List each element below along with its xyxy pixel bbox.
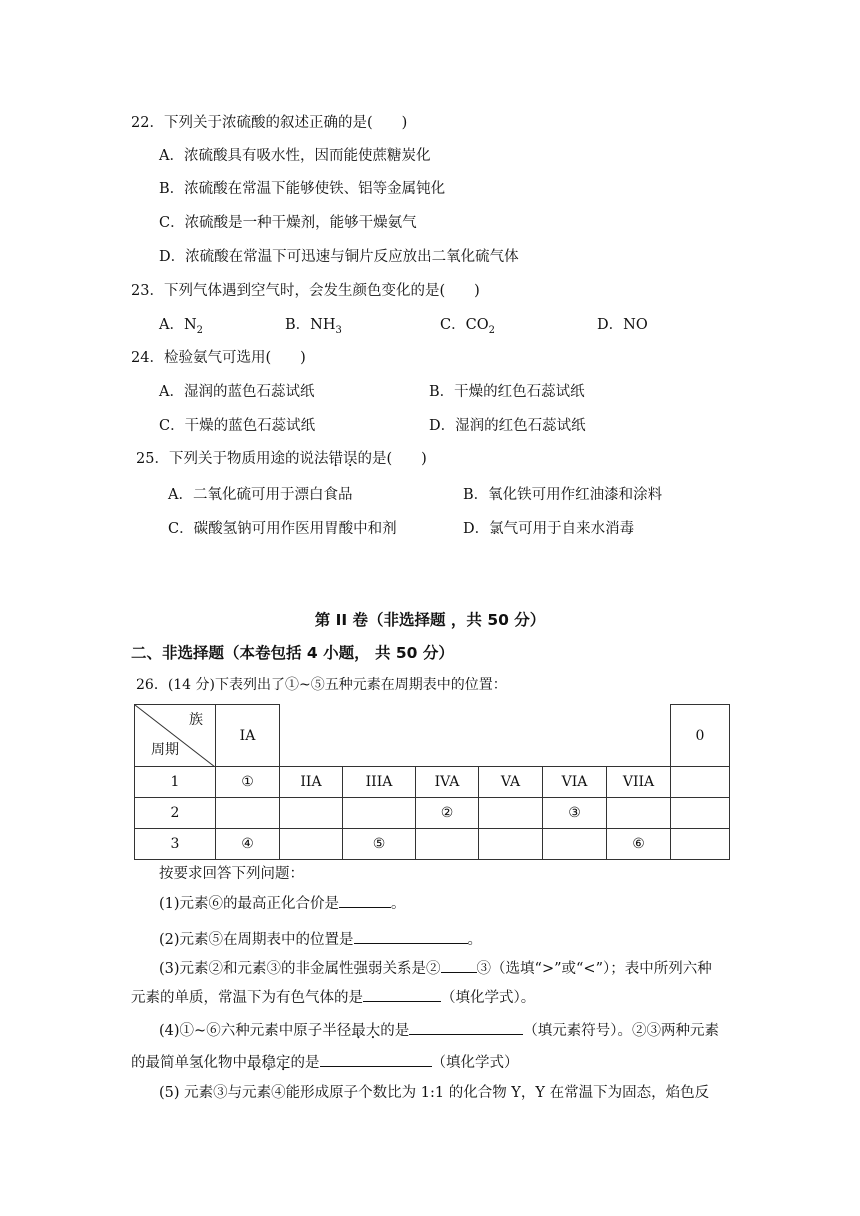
answer-blank xyxy=(363,987,441,1002)
element-cell xyxy=(543,829,607,860)
q23-option-b: B．$NH_3$ xyxy=(285,317,342,336)
element-cell: ⑥ xyxy=(607,829,671,860)
q26-part-3-line-1: (3)元素②和元素③的非金属性强弱关系是② ③（选填“>”或“<”）；表中所列六种 xyxy=(159,958,712,979)
q23-option-a: A．$N_2$ xyxy=(159,317,204,336)
period-cell: 1 xyxy=(135,767,216,798)
periodic-table xyxy=(134,704,730,860)
answer-blank xyxy=(320,1052,432,1067)
element-cell xyxy=(343,798,416,829)
section-2-title: 二、非选择题（本卷包括 4 小题， 共 50 分） xyxy=(131,644,454,662)
answer-blank xyxy=(409,1020,523,1035)
q22-option-a: A．浓硫酸具有吸水性，因而能使蔗糖炭化 xyxy=(159,148,431,164)
group-0-header: 0 xyxy=(671,705,730,767)
q24-option-b: B．干燥的红色石蕊试纸 xyxy=(429,384,585,400)
element-cell xyxy=(671,829,730,860)
element-cell xyxy=(607,798,671,829)
q23-option-c: C．$CO_2$ xyxy=(440,317,495,336)
group-header: VIIA xyxy=(607,767,671,798)
q24-option-d: D．湿润的红色石蕊试纸 xyxy=(429,418,586,434)
q25-option-a: A．二氧化硫可用于漂白食品 xyxy=(168,487,353,503)
q26-part-4-line-2: 的最简单氢化物中最稳定的是 （填化学式） xyxy=(131,1052,519,1073)
element-cell: ① xyxy=(216,767,280,798)
element-cell: ⑤ xyxy=(343,829,416,860)
period-cell: 3 xyxy=(135,829,216,860)
corner-period-label: 周期 xyxy=(151,742,179,758)
element-cell xyxy=(671,798,730,829)
group-header: VIA xyxy=(543,767,607,798)
q26-instructions: 按要求回答下列问题： xyxy=(159,866,304,882)
table-corner-cell xyxy=(135,705,216,767)
q24-option-c: C．干燥的蓝色石蕊试纸 xyxy=(159,418,316,434)
q22-stem: 22．下列关于浓硫酸的叙述正确的是( ) xyxy=(131,115,408,131)
q25-stem: 25．下列关于物质用途的说法错误的是( ) xyxy=(136,451,427,467)
group-header: IIA xyxy=(280,767,343,798)
q22-option-c: C．浓硫酸是一种干燥剂，能够干燥氨气 xyxy=(159,215,417,231)
q26-part-5: (5) 元素③与元素④能形成原子个数比为 1:1 的化合物 Y，Y 在常温下为固态，焰色反 xyxy=(159,1085,710,1101)
element-cell: ④ xyxy=(216,829,280,860)
element-cell xyxy=(216,798,280,829)
group-header: IVA xyxy=(416,767,479,798)
q22-option-d: D．浓硫酸在常温下可迅速与铜片反应放出二氧化硫气体 xyxy=(159,249,519,265)
q22-option-b: B．浓硫酸在常温下能够使铁、铝等金属钝化 xyxy=(159,181,446,197)
element-cell xyxy=(671,767,730,798)
element-cell xyxy=(479,829,543,860)
group-ia-header: IA xyxy=(216,705,280,767)
group-header: IIIA xyxy=(343,767,416,798)
q26-part-3-line-2: 元素的单质，常温下为有色气体的是 （填化学式）。 xyxy=(131,987,535,1008)
q26-part-4-line-1: (4)①~⑥六种元素中原子半径最大的是 （填元素符号）。②③两种元素 xyxy=(159,1020,719,1041)
corner-group-label: 族 xyxy=(189,712,203,728)
q25-option-c: C．碳酸氢钠可用作医用胃酸中和剂 xyxy=(168,521,397,537)
header-empty-span xyxy=(280,705,671,767)
q25-option-d: D．氯气可用于自来水消毒 xyxy=(463,521,635,537)
answer-blank xyxy=(354,929,468,944)
q26-stem: 26．(14 分)下表列出了①~⑤五种元素在周期表中的位置： xyxy=(136,677,507,693)
element-cell xyxy=(280,798,343,829)
q25-option-b: B．氧化铁可用作红油漆和涂料 xyxy=(463,487,663,503)
element-cell: ② xyxy=(416,798,479,829)
q26-part-1: (1)元素⑥的最高正化合价是 。 xyxy=(159,893,406,914)
q24-stem: 24．检验氨气可选用( ) xyxy=(131,350,306,366)
q26-part-2: (2)元素⑤在周期表中的位置是 。 xyxy=(159,929,482,950)
q23-option-d: D．NO xyxy=(597,317,648,333)
q23-stem: 23．下列气体遇到空气时，会发生颜色变化的是( ) xyxy=(131,283,480,299)
element-cell xyxy=(280,829,343,860)
answer-blank xyxy=(441,958,477,973)
part-ii-title: 第 II 卷（非选择题 ，共 50 分） xyxy=(314,611,546,629)
group-header: VA xyxy=(479,767,543,798)
period-cell: 2 xyxy=(135,798,216,829)
element-cell xyxy=(479,798,543,829)
element-cell xyxy=(416,829,479,860)
element-cell: ③ xyxy=(543,798,607,829)
answer-blank xyxy=(339,893,391,908)
q24-option-a: A．湿润的蓝色石蕊试纸 xyxy=(159,384,315,400)
